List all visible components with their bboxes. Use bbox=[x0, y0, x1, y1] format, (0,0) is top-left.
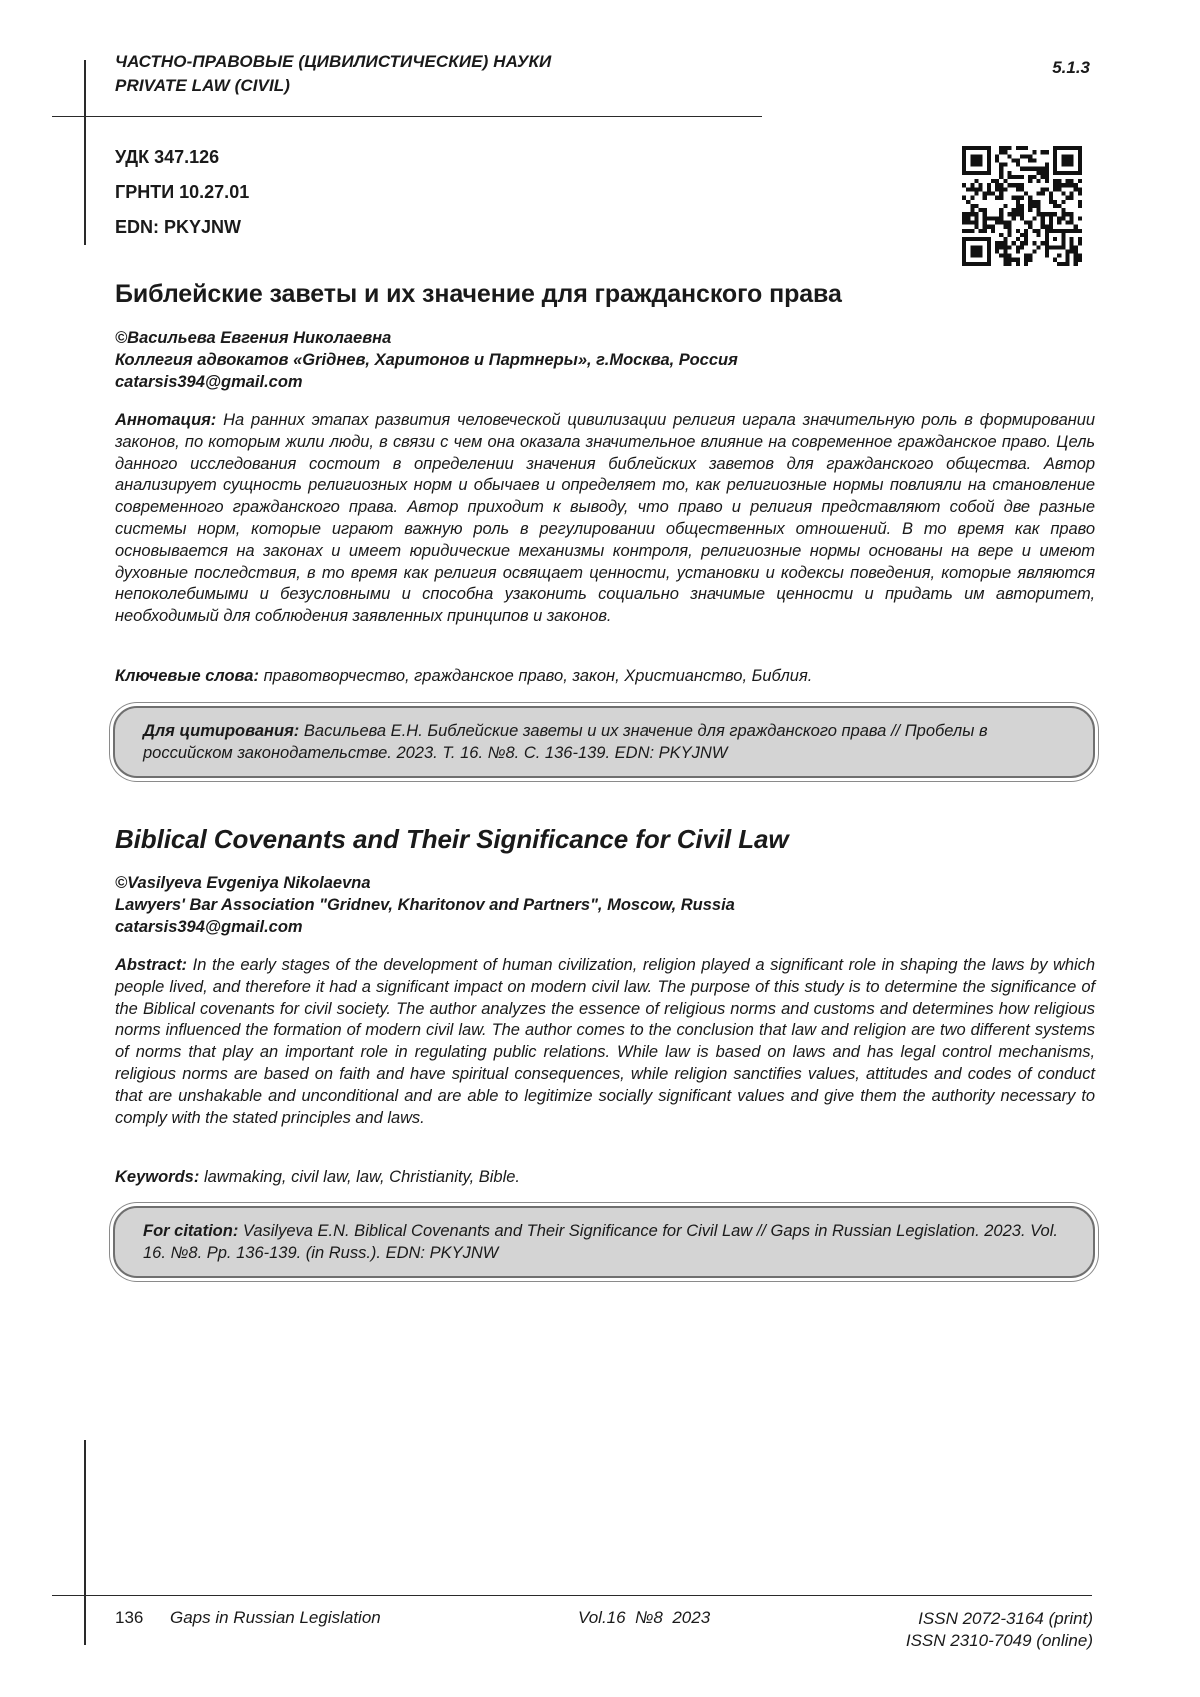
section-category-en: PRIVATE LAW (CIVIL) bbox=[115, 76, 291, 95]
header-rule bbox=[52, 116, 762, 117]
citation-text-ru: Васильева Е.Н. Библейские заветы и их значение для гражданского права // Пробелы в российском законодательстве. 2023. Т. 16. №8. С. 136-139. EDN: PKYJNW bbox=[143, 722, 988, 762]
keywords-en bbox=[115, 1168, 1095, 1187]
udk-code: УДК 347.126 bbox=[115, 147, 220, 167]
issn-block bbox=[906, 1608, 1093, 1652]
left-rule-bottom bbox=[84, 1440, 86, 1645]
page-number: 136 bbox=[115, 1608, 144, 1627]
author-block-en bbox=[115, 872, 1105, 938]
abstract-ru bbox=[115, 410, 1095, 628]
section-category-ru: ЧАСТНО-ПРАВОВЫЕ (ЦИВИЛИСТИЧЕСКИЕ) НАУКИ bbox=[115, 52, 552, 71]
citation-label-ru: Для цитирования: bbox=[143, 722, 300, 740]
keywords-label-en: Keywords: bbox=[115, 1168, 200, 1186]
author-block-ru bbox=[115, 327, 1105, 393]
abstract-label-ru: Аннотация: bbox=[115, 411, 217, 429]
qr-code-icon bbox=[962, 146, 1082, 266]
title-en: Biblical Covenants and Their Significance for Civil Law bbox=[115, 824, 789, 854]
keywords-text-en: lawmaking, civil law, law, Christianity, Bible. bbox=[203, 1168, 521, 1186]
citation-box-ru bbox=[113, 706, 1095, 778]
citation-label-en: For citation: bbox=[143, 1222, 239, 1240]
keywords-ru bbox=[115, 667, 1095, 686]
title-ru: Библейские заветы и их значение для гражданского права bbox=[115, 280, 842, 308]
grnti-code: ГРНТИ 10.27.01 bbox=[115, 182, 250, 202]
affiliation-ru: Коллегия адвокатов «Griднев, Харитонов и Партнеры», г.Москва, Россия bbox=[115, 351, 738, 369]
email-ru[interactable]: catarsis394@gmail.com bbox=[115, 373, 303, 391]
abstract-text-en: In the early stages of the development of human civilization, religion played a significant role in shaping the laws by which people lived, and therefore it had a significant impact on modern civil law. The purpose of this study is to determine the significance of the Biblical covenants for civil society. The author analyzes the essence of religious norms and customs and determines how religious norms influenced the formation of modern civil law. The author comes to the conclusion that law and religion are two different systems of norms that play an important role in regulating public relations. While law is based on laws and has legal control mechanisms, religious norms are based on faith and have spiritual consequences, while religion sanctifies values, attitudes and codes of conduct that are unshakable and unconditional and are able to legitimize socially significant values and give them the authority necessary to comply with the stated principles and laws. bbox=[115, 956, 1095, 1127]
qr-code-graphic bbox=[962, 146, 1082, 266]
email-en[interactable]: catarsis394@gmail.com bbox=[115, 918, 303, 936]
section-code: 5.1.3 bbox=[1052, 58, 1090, 77]
edn-code: EDN: PKYJNW bbox=[115, 217, 242, 237]
abstract-text-ru: На ранних этапах развития человеческой цивилизации религия играла значительную роль в формировании законов, по которым жили люди, в связи с чем она оказала значительное влияние на современное гражданское право. Цель данного исследования состоит в определении значения библейских заветов для гражданского общества. Автор анализирует сущность религиозных норм и обычаев и определяет то, как религиозные нормы повлияли на становление современного гражданского права. Автор приходит к выводу, что право и религия представляют собой две разные системы норм, которые играют важную роль в регулировании общественных отношений. В то время как право основывается на законах и имеет юридические механизмы контроля, религиозные нормы основаны на вере и имеют духовные последствия, в то время как религия освящает ценности, установки и кодексы поведения, которые являются непоколебимыми и безусловными и способна узаконить социально значимые ценности и придать им авторитет, необходимый для соблюдения заявленных принципов и законов. bbox=[115, 411, 1095, 626]
abstract-en bbox=[115, 955, 1095, 1129]
author-name-en: ©Vasilyeva Evgeniya Nikolaevna bbox=[115, 874, 371, 892]
abstract-label-en: Abstract: bbox=[115, 956, 187, 974]
keywords-label-ru: Ключевые слова: bbox=[115, 667, 259, 685]
section-category bbox=[115, 50, 551, 98]
left-rule-top bbox=[84, 60, 86, 245]
volume-issue: Vol.16 №8 2023 bbox=[578, 1608, 711, 1627]
citation-box-en bbox=[113, 1206, 1095, 1278]
journal-name: Gaps in Russian Legislation bbox=[170, 1608, 381, 1627]
keywords-text-ru: правотворчество, гражданское право, закон, Христианство, Библия. bbox=[263, 667, 813, 685]
citation-text-en: Vasilyeva E.N. Biblical Covenants and Their Significance for Civil Law // Gaps in Russian Legislation. 2023. Vol. 16. №8. Pp. 136-139. (in Russ.). EDN: PKYJNW bbox=[143, 1222, 1058, 1262]
article-identifiers bbox=[115, 140, 249, 245]
affiliation-en: Lawyers' Bar Association "Gridnev, Kharitonov and Partners", Moscow, Russia bbox=[115, 896, 735, 914]
issn-print: ISSN 2072-3164 (print) bbox=[918, 1609, 1093, 1628]
footer-rule bbox=[52, 1595, 1092, 1596]
issn-online: ISSN 2310-7049 (online) bbox=[905, 1631, 1093, 1650]
author-name-ru: ©Васильева Евгения Николаевна bbox=[115, 329, 392, 347]
